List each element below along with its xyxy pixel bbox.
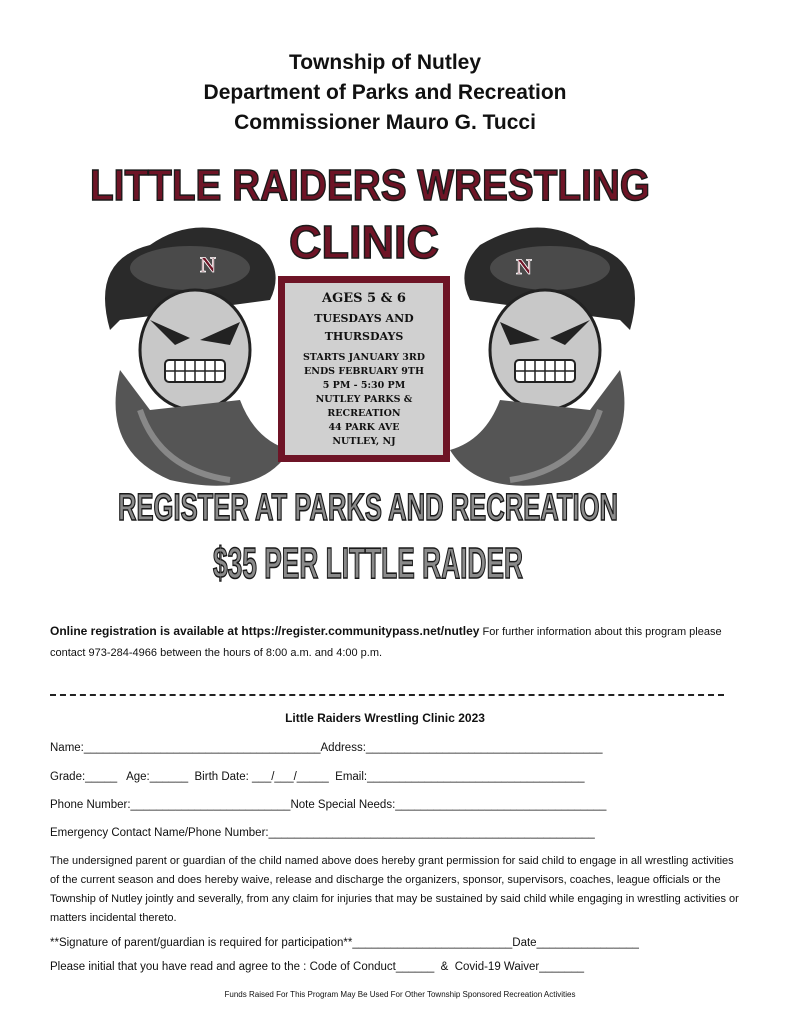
initial-row: Please initial that you have read and agree to the : Code of Conduct______ & Covid-19 Waiver_______ xyxy=(50,961,585,973)
cut-line-divider xyxy=(50,694,724,696)
signature-row: **Signature of parent/guardian is required for participation**_________________________Date________________ xyxy=(50,937,639,949)
name-address-row: Name:_____________________________________Address:_____________________________________ xyxy=(50,742,603,754)
info-box xyxy=(278,276,450,462)
info-box-line: THURSDAYS xyxy=(324,330,404,343)
online-registration-link-text: Online registration is available at https://register.communitypass.net/nutley xyxy=(50,624,480,638)
online-registration-text xyxy=(50,621,740,664)
info-box-line: AGES 5 & 6 xyxy=(322,291,406,306)
footer-note: Funds Raised For This Program May Be Used For Other Township Sponsored Recreation Activities xyxy=(224,990,576,999)
right-mascot-letter: N xyxy=(516,254,532,279)
document-header xyxy=(0,48,770,138)
poster-title-line2: CLINIC xyxy=(289,216,439,268)
left-mascot-letter: N xyxy=(200,252,216,277)
clinic-poster xyxy=(80,150,660,590)
info-box-line: RECREATION xyxy=(327,408,401,419)
emergency-contact-row: Emergency Contact Name/Phone Number:___________________________________________________ xyxy=(50,827,595,839)
right-mascot-image xyxy=(450,228,635,486)
phone-special-needs-row: Phone Number:_________________________Note Special Needs:_________________________________ xyxy=(50,799,607,811)
header-township: Township of Nutley xyxy=(288,51,482,74)
header-commissioner: Commissioner Mauro G. Tucci xyxy=(234,111,536,134)
info-box-line: NUTLEY, NJ xyxy=(332,436,396,447)
info-box-line: ENDS FEBRUARY 9TH xyxy=(304,366,424,377)
poster-register-line2: $35 PER LITTLE RAIDER xyxy=(213,539,523,588)
info-box-line: NUTLEY PARKS & xyxy=(315,394,413,405)
poster-graphic xyxy=(80,150,660,590)
info-box-line: 44 PARK AVE xyxy=(328,422,400,433)
poster-register-line1: REGISTER AT PARKS AND RECREATION xyxy=(118,487,618,529)
info-box-line: TUESDAYS AND xyxy=(314,312,414,325)
contact-info-text: For further information about this program please contact 973-284-4966 between the hours of 8:00 a.m. and 4:00 p.m. xyxy=(50,626,722,659)
poster-title-line1: LITTLE RAIDERS WRESTLING xyxy=(90,161,650,210)
left-mascot-image xyxy=(105,228,290,486)
grade-age-birth-email-row: Grade:_____ Age:______ Birth Date: ___/___/_____ Email:__________________________________ xyxy=(50,771,585,783)
info-box-line: STARTS JANUARY 3RD xyxy=(302,352,426,363)
form-title: Little Raiders Wrestling Clinic 2023 xyxy=(285,711,485,725)
waiver-paragraph: The undersigned parent or guardian of the child named above does hereby grant permission for said child to engage in all wrestling activities of the current season and does hereby waive, release and discharge the organizers, sponsor, supervisors, coaches, league officials or the Township of Nutley jointly and severally, from any claim for injuries that may be sustained by said child while engaging in wrestling activities or matters incidental thereto. xyxy=(50,855,739,924)
info-box-line: 5 PM - 5:30 PM xyxy=(322,380,406,391)
header-department: Department of Parks and Recreation xyxy=(203,81,567,104)
